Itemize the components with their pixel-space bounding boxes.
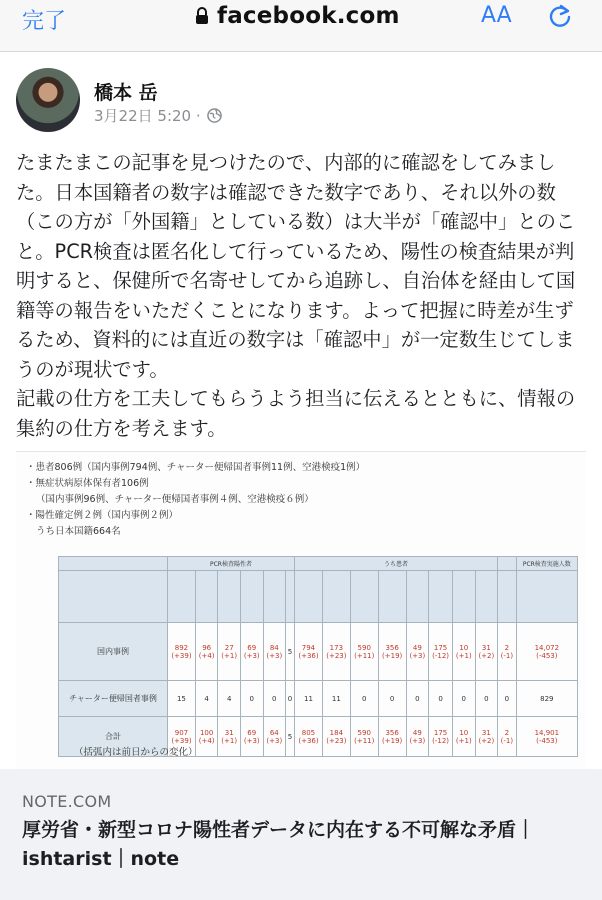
post-meta: [94, 105, 222, 126]
cell-change: (+36): [298, 736, 319, 745]
cell-value: 27: [224, 643, 234, 652]
table-header-cell: [59, 571, 168, 623]
data-table: [58, 556, 578, 757]
address-bar[interactable]: [195, 2, 400, 30]
table-cell: [195, 717, 218, 757]
cell-value: 31: [481, 728, 491, 737]
table-cell: [406, 681, 429, 717]
cell-value: 96: [202, 643, 212, 652]
cell-change: (+4): [198, 651, 215, 660]
table-header-cell: [295, 571, 323, 623]
cell-value: 69: [247, 643, 257, 652]
table-header-cell: [322, 571, 350, 623]
cell-value: 31: [224, 728, 234, 737]
cell-change: (+11): [354, 651, 375, 660]
table-header-cell: [240, 571, 263, 623]
cell-change: (+36): [298, 651, 319, 660]
cell-change: (+23): [326, 651, 347, 660]
cell-change: (+3): [409, 736, 426, 745]
cell-value: 64: [269, 728, 279, 737]
cell-value: 0: [389, 694, 395, 703]
table-cell: [516, 717, 577, 757]
text-size-button[interactable]: AA: [481, 3, 512, 28]
browser-top-bar: [0, 0, 602, 52]
cell-change: (+39): [171, 651, 192, 660]
cell-value: 2: [504, 728, 510, 737]
table-cell: [218, 623, 241, 681]
table-header-cell: [195, 571, 218, 623]
data-table-wrapper: [58, 556, 578, 757]
cell-value: 0: [438, 694, 443, 703]
table-header-cell: [378, 571, 406, 623]
globe-icon: [207, 108, 222, 123]
cell-value: 10: [459, 728, 469, 737]
table-cell: [406, 623, 429, 681]
table-cell: [378, 717, 406, 757]
table-cell: [295, 681, 323, 717]
cell-value: 175: [433, 728, 448, 737]
cell-value: 794: [301, 643, 316, 652]
table-cell: [240, 623, 263, 681]
cell-value: 14,072: [534, 643, 560, 652]
cell-change: (+3): [266, 651, 283, 660]
table-cell: [240, 717, 263, 757]
cell-value: 173: [329, 643, 344, 652]
reload-icon[interactable]: [547, 3, 573, 29]
table-cell: [286, 623, 295, 681]
cell-value: 0: [461, 694, 467, 703]
table-row-label: チャーター便帰国者事例: [59, 681, 168, 717]
note-line: ・陽性確定例２例（国内事例２例）: [26, 510, 179, 521]
cell-value: 356: [385, 728, 399, 737]
cell-change: (+1): [455, 736, 472, 745]
cell-value: 892: [174, 643, 189, 652]
table-cell: [350, 681, 378, 717]
table-header-cell: [516, 571, 577, 623]
cell-change: (+3): [243, 736, 260, 745]
table-cell: [295, 623, 323, 681]
cell-value: 2: [504, 643, 510, 652]
table-cell: [218, 717, 241, 757]
cell-value: 5: [287, 732, 293, 741]
table-header-cell: [263, 571, 286, 623]
cell-value: 356: [385, 643, 399, 652]
cell-change: (+3): [409, 651, 426, 660]
table-cell: [167, 623, 195, 681]
table-header-group: PCR検査陽性者: [167, 557, 294, 571]
cell-value: 907: [174, 728, 189, 737]
table-row-label: 合計: [59, 717, 168, 757]
cell-value: 69: [247, 728, 257, 737]
cell-value: 184: [329, 728, 344, 737]
cell-change: (-12): [432, 651, 450, 660]
table-cell: [498, 623, 517, 681]
table-cell: [475, 623, 498, 681]
table-header-blank: [498, 557, 517, 571]
link-title[interactable]: 厚労省・新型コロナ陽性者データに内在する不可解な矛盾｜ishtarist｜note: [22, 819, 536, 870]
cell-change: (+1): [455, 651, 472, 660]
avatar[interactable]: [16, 68, 80, 132]
table-cell: [378, 681, 406, 717]
cell-value: 15: [176, 694, 186, 703]
cell-change: (+2): [478, 736, 495, 745]
cell-change: (+11): [354, 736, 375, 745]
cell-value: 0: [415, 694, 420, 703]
table-cell: [263, 681, 286, 717]
note-line: ・患者806例（国内事例794例、チャーター便帰国者事例11例、空港検疫1例）: [26, 462, 366, 473]
cell-change: (+1): [221, 651, 238, 660]
post-timestamp[interactable]: 3月22日 5:20 ·: [94, 107, 201, 125]
table-cell: [240, 681, 263, 717]
table-cell: [475, 681, 498, 717]
table-header-group: うち患者: [295, 557, 498, 571]
table-cell: [516, 623, 577, 681]
table-cell: [453, 717, 476, 757]
table-row: [59, 623, 578, 681]
table-cell: [475, 717, 498, 757]
cell-value: 4: [226, 694, 232, 703]
table-cell: [195, 623, 218, 681]
cell-value: 829: [540, 694, 554, 703]
cell-change: (-12): [432, 736, 450, 745]
table-header-blank: [59, 557, 168, 571]
cell-change: (+19): [382, 651, 403, 660]
link-preview-image[interactable]: [16, 451, 586, 769]
table-cell: [429, 717, 453, 757]
table-cell: [516, 681, 577, 717]
cell-change: (+2): [478, 651, 495, 660]
table-row: [59, 681, 578, 717]
table-header-cell: [453, 571, 476, 623]
table-cell: [322, 623, 350, 681]
cell-value: 4: [204, 694, 209, 703]
table-cell: [322, 681, 350, 717]
table-cell: [286, 681, 295, 717]
cell-value: 805: [301, 728, 316, 737]
table-header-cell: [218, 571, 241, 623]
table-cell: [453, 623, 476, 681]
lock-icon: [195, 7, 209, 25]
cell-value: 49: [412, 728, 422, 737]
cell-value: 5: [287, 647, 293, 656]
note-line: うち日本国籍664名: [36, 526, 121, 537]
cell-value: 0: [362, 694, 367, 703]
table-header-cell: [350, 571, 378, 623]
table-header-cell: [406, 571, 429, 623]
table-cell: [498, 717, 517, 757]
cell-change: (+3): [243, 651, 260, 660]
cell-value: 0: [249, 694, 254, 703]
cell-change: (-453): [536, 736, 558, 745]
cell-value: 11: [304, 694, 313, 703]
cell-value: 0: [504, 694, 510, 703]
table-cell: [406, 717, 429, 757]
table-header-group: PCR検査実施人数: [516, 557, 577, 571]
cell-value: 0: [287, 694, 293, 703]
author-name[interactable]: 橋本 岳: [94, 82, 158, 104]
done-button[interactable]: 完了: [22, 9, 67, 34]
table-cell: [350, 623, 378, 681]
table-header-cell: [498, 571, 517, 623]
cell-value: 0: [484, 694, 489, 703]
image-notes: [26, 460, 365, 540]
table-cell: [167, 681, 195, 717]
cell-value: 10: [459, 643, 469, 652]
table-cell: [498, 681, 517, 717]
table-cell: [286, 717, 295, 757]
table-cell: [263, 717, 286, 757]
table-cell: [322, 717, 350, 757]
cell-value: 100: [199, 728, 214, 737]
table-cell: [218, 681, 241, 717]
cell-value: 0: [272, 694, 277, 703]
table-header-cell: [286, 571, 295, 623]
table-header-cell: [167, 571, 195, 623]
cell-value: 49: [412, 643, 422, 652]
note-line: （国内事例96例、チャーター便帰国者事例４例、空港検疫６例）: [36, 494, 314, 505]
table-header-cell: [429, 571, 453, 623]
cell-change: (-1): [500, 651, 514, 660]
link-domain[interactable]: NOTE.COM: [22, 792, 112, 811]
url-text: facebook.com: [217, 3, 400, 29]
cell-change: (+4): [198, 736, 215, 745]
post-body: [16, 148, 590, 443]
table-cell: [453, 681, 476, 717]
cell-value: 175: [433, 643, 448, 652]
table-cell: [195, 681, 218, 717]
cell-value: 590: [357, 643, 371, 652]
table-cell: [429, 681, 453, 717]
cell-change: (-1): [500, 736, 514, 745]
cell-value: 84: [269, 643, 279, 652]
cell-change: (+1): [221, 736, 238, 745]
cell-value: 11: [331, 694, 341, 703]
table-cell: [263, 623, 286, 681]
table-row-label: 国内事例: [59, 623, 168, 681]
table-cell: [429, 623, 453, 681]
cell-value: 31: [481, 643, 491, 652]
cell-change: (-453): [536, 651, 558, 660]
table-cell: [378, 623, 406, 681]
table-header-cell: [475, 571, 498, 623]
cell-value: 590: [357, 728, 371, 737]
post-paragraph: 記載の仕方を工夫してもらうよう担当に伝えるとともに、情報の集約の仕方を考えます。: [16, 387, 576, 440]
cell-change: (+39): [171, 736, 192, 745]
table-cell: [295, 717, 323, 757]
cell-change: (+19): [382, 736, 403, 745]
table-cell: [350, 717, 378, 757]
post-paragraph: たまたまこの記事を見つけたので、内部的に確認をしてみました。日本国籍者の数字は確認できた数字であり、それ以外の数（この方が「外国籍」としている数）は大半が「確認中」とのこと。PCR検査は匿名化して行っているため、陽性の検査結果が判明すると、保健所で名寄せしてから追跡し、自治体を経由して国籍等の報告をいただくことになります。よって把握に時差が生ずるため、資料的には直近の数字は「確認中」が一定数生じてしまうのが現状です。: [16, 151, 576, 381]
note-line: ・無症状病原体保有者106例: [26, 478, 149, 489]
cell-change: (+23): [326, 736, 347, 745]
table-footnote: （括弧内は前日からの変化）: [74, 747, 198, 758]
cell-change: (+3): [266, 736, 283, 745]
cell-value: 14,901: [534, 728, 560, 737]
